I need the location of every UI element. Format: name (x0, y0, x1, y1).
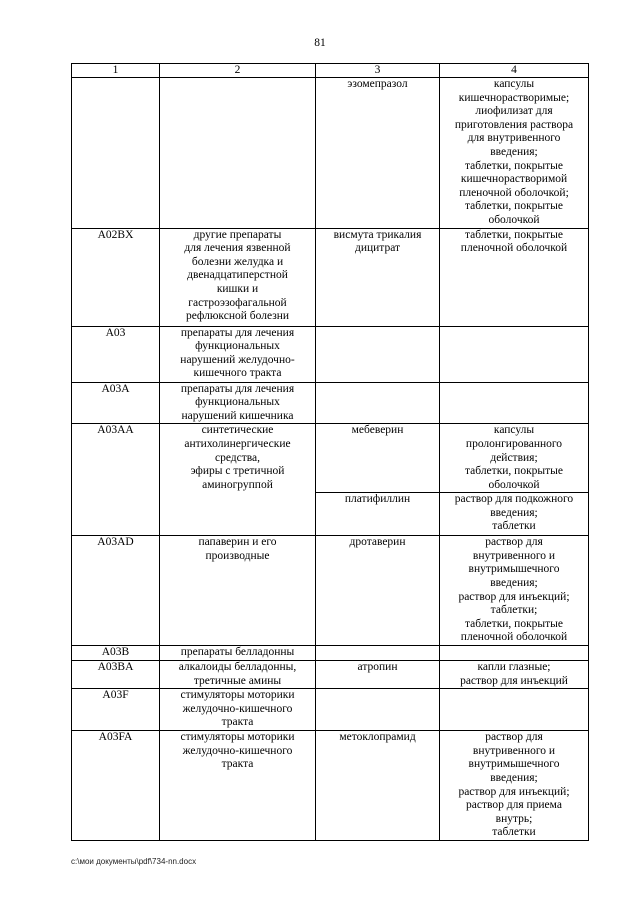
drug-name-cell: висмута трикалия дицитрат (316, 228, 440, 326)
drug-name-cell (316, 646, 440, 661)
dosage-forms-cell (440, 689, 589, 731)
table-row (72, 646, 589, 661)
group-name-cell: папаверин и его производные (160, 536, 316, 646)
column-header: 4 (440, 64, 589, 78)
dosage-forms-cell: таблетки, покрытые пленочной оболочкой (440, 228, 589, 326)
dosage-forms-cell: раствор для внутривенного и внутримышечного введения; раствор для инъекций; раствор для приема внутрь; таблетки (440, 731, 589, 841)
dosage-forms-cell: капсулы кишечнорастворимые; лиофилизат для приготовления раствора для внутривенного введения; таблетки, покрытые кишечнорастворимой пленочной оболочкой; таблетки, покрытые оболочкой (440, 78, 589, 229)
atc-code-cell: A03BA (72, 661, 160, 689)
drug-name-cell: дротаверин (316, 536, 440, 646)
dosage-forms-cell (440, 646, 589, 661)
table-header-row (72, 64, 589, 78)
group-name-cell: препараты белладонны (160, 646, 316, 661)
table-row (72, 536, 589, 646)
table-row (72, 78, 589, 229)
atc-code-cell: A03FA (72, 731, 160, 841)
atc-code-cell: A02BX (72, 228, 160, 326)
drug-name-cell: атропин (316, 661, 440, 689)
dosage-forms-cell: капсулы пролонгированного действия; таблетки, покрытые оболочкой (440, 424, 589, 493)
atc-code-cell: A03 (72, 326, 160, 382)
table-row (72, 731, 589, 841)
atc-code-cell (72, 78, 160, 229)
drug-name-cell (316, 326, 440, 382)
table-row (72, 228, 589, 326)
group-name-cell: стимуляторы моторики желудочно-кишечного тракта (160, 731, 316, 841)
page-number: 81 (314, 37, 326, 49)
drug-name-cell: мебеверин (316, 424, 440, 493)
table-row (72, 424, 589, 493)
column-header: 2 (160, 64, 316, 78)
dosage-forms-cell: раствор для подкожного введения; таблетки (440, 493, 589, 536)
dosage-forms-cell: раствор для внутривенного и внутримышечного введения; раствор для инъекций; таблетки; таблетки, покрытые пленочной оболочкой (440, 536, 589, 646)
table-row (72, 661, 589, 689)
drug-name-cell: платифиллин (316, 493, 440, 536)
group-name-cell: стимуляторы моторики желудочно-кишечного тракта (160, 689, 316, 731)
drug-name-cell (316, 382, 440, 424)
footer-file-path: c:\мои документы\pdf\734-nn.docx (71, 857, 197, 866)
atc-code-cell: A03F (72, 689, 160, 731)
drug-table (71, 63, 589, 841)
atc-code-cell: A03A (72, 382, 160, 424)
dosage-forms-cell: капли глазные; раствор для инъекций (440, 661, 589, 689)
atc-code-cell: A03AD (72, 536, 160, 646)
group-name-cell: препараты для лечения функциональных нарушений желудочно- кишечного тракта (160, 326, 316, 382)
drug-name-cell: эзомепразол (316, 78, 440, 229)
drug-name-cell (316, 689, 440, 731)
table-row (72, 382, 589, 424)
group-name-cell: синтетические антихолинергические средства, эфиры с третичной aминогруппой (160, 424, 316, 536)
column-header: 3 (316, 64, 440, 78)
dosage-forms-cell (440, 382, 589, 424)
group-name-cell (160, 78, 316, 229)
atc-code-cell: A03B (72, 646, 160, 661)
table-row (72, 326, 589, 382)
group-name-cell: другие препараты для лечения язвенной болезни желудка и двенадцатиперстной кишки и гастроэзофагальной рефлюксной болезни (160, 228, 316, 326)
drug-name-cell: метоклопрамид (316, 731, 440, 841)
group-name-cell: препараты для лечения функциональных нарушений кишечника (160, 382, 316, 424)
dosage-forms-cell (440, 326, 589, 382)
atc-code-cell: A03AA (72, 424, 160, 536)
table-row (72, 689, 589, 731)
column-header: 1 (72, 64, 160, 78)
group-name-cell: алкалоиды белладонны, третичные амины (160, 661, 316, 689)
